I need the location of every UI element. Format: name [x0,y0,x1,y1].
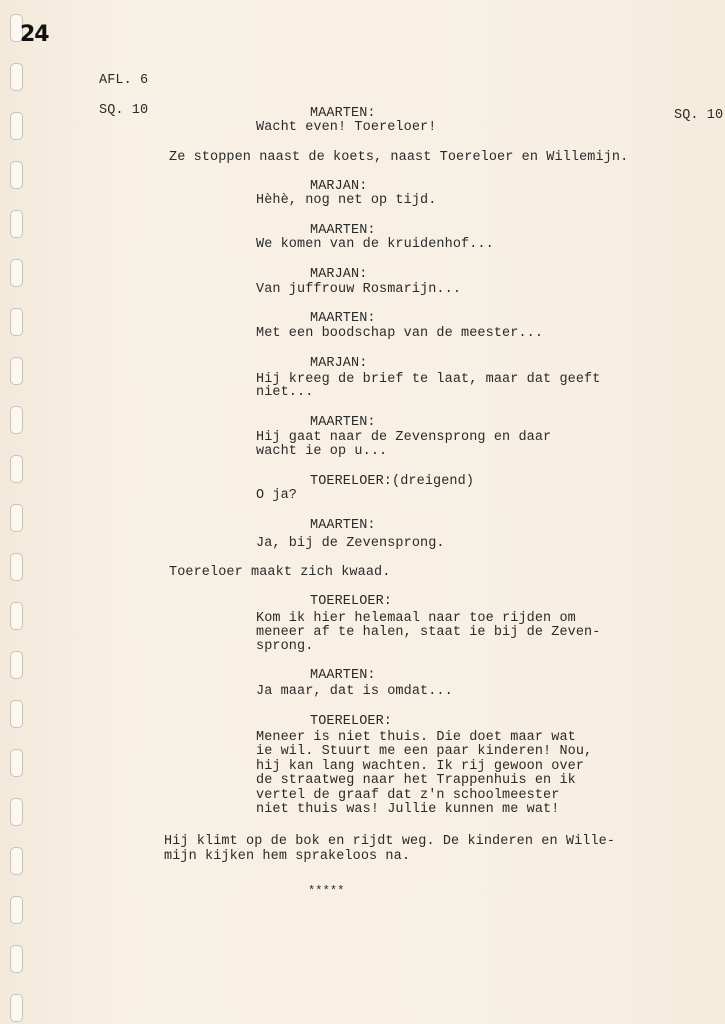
binder-hole [10,847,23,875]
binder-hole [10,896,23,924]
binder-hole [10,798,23,826]
dialogue-line: sprong. [256,639,314,654]
speaker-name: MAARTEN: [310,223,376,238]
binder-hole [10,161,23,189]
binder-hole [10,406,23,434]
speaker-name: MARJAN: [310,267,368,282]
binder-hole [10,112,23,140]
binder-hole [10,63,23,91]
dialogue-line: meneer af te halen, staat ie bij de Zeven- [256,625,601,640]
dialogue-line: Hij gaat naar de Zevensprong en daar [256,430,552,445]
dialogue-line: Hij kreeg de brief te laat, maar dat geeft [256,372,601,387]
binder-hole [10,553,23,581]
stage-direction: Toereloer maakt zich kwaad. [169,565,391,580]
dialogue-line: Van juffrouw Rosmarijn... [256,282,462,297]
stage-direction: Hij klimt op de bok en rijdt weg. De kinderen en Wille- [164,834,616,849]
speaker-name: TOERELOER:(dreigend) [310,474,475,489]
dialogue-line: niet... [256,385,314,400]
dialogue-line: Kom ik hier helemaal naar toe rijden om [256,611,576,626]
stage-direction: mijn kijken hem sprakeloos na. [164,849,411,864]
dialogue-line: hij kan lang wachten. Ik rij gewoon over [256,759,585,774]
speaker-name: MAARTEN: [310,311,376,326]
speaker-name: MAARTEN: [310,668,376,683]
speaker-name: MAARTEN: [310,106,376,121]
binder-hole [10,700,23,728]
speaker-name: TOERELOER: [310,714,393,729]
binder-hole [10,602,23,630]
dialogue-line: Hèhè, nog net op tijd. [256,193,437,208]
speaker-name: MAARTEN: [310,518,376,533]
binder-hole [10,749,23,777]
scene-end-marker: ***** [308,884,345,898]
speaker-name: MAARTEN: [310,415,376,430]
binder-hole [10,308,23,336]
speaker-name: MARJAN: [310,356,368,371]
speaker-name: MARJAN: [310,179,368,194]
handwritten-page-number: 24 [20,22,49,47]
speaker-name: TOERELOER: [310,594,393,609]
dialogue-line: Ja, bij de Zevensprong. [256,536,445,551]
binder-holes [10,0,24,1024]
binder-hole [10,945,23,973]
episode-label: AFL. 6 [99,73,149,88]
dialogue-line: de straatweg naar het Trappenhuis en ik [256,773,576,788]
dialogue-line: vertel de graaf dat z'n schoolmeester [256,788,560,803]
binder-hole [10,259,23,287]
sequence-label-right: SQ. 10 [674,108,724,123]
dialogue-line: Ja maar, dat is omdat... [256,684,453,699]
dialogue-line: ie wil. Stuurt me een paar kinderen! Nou, [256,744,593,759]
sequence-label-left: SQ. 10 [99,103,149,118]
binder-hole [10,210,23,238]
binder-hole [10,504,23,532]
dialogue-line: O ja? [256,488,298,503]
dialogue-line: Met een boodschap van de meester... [256,326,544,341]
binder-hole [10,455,23,483]
dialogue-line: Meneer is niet thuis. Die doet maar wat [256,730,576,745]
dialogue-line: niet thuis was! Jullie kunnen me wat! [256,802,560,817]
stage-direction: Ze stoppen naast de koets, naast Toereloer en Willemijn. [169,150,629,165]
binder-hole [10,357,23,385]
dialogue-line: wacht ie op u... [256,444,388,459]
binder-hole [10,994,23,1022]
dialogue-line: We komen van de kruidenhof... [256,237,494,252]
binder-hole [10,651,23,679]
dialogue-line: Wacht even! Toereloer! [256,120,437,135]
